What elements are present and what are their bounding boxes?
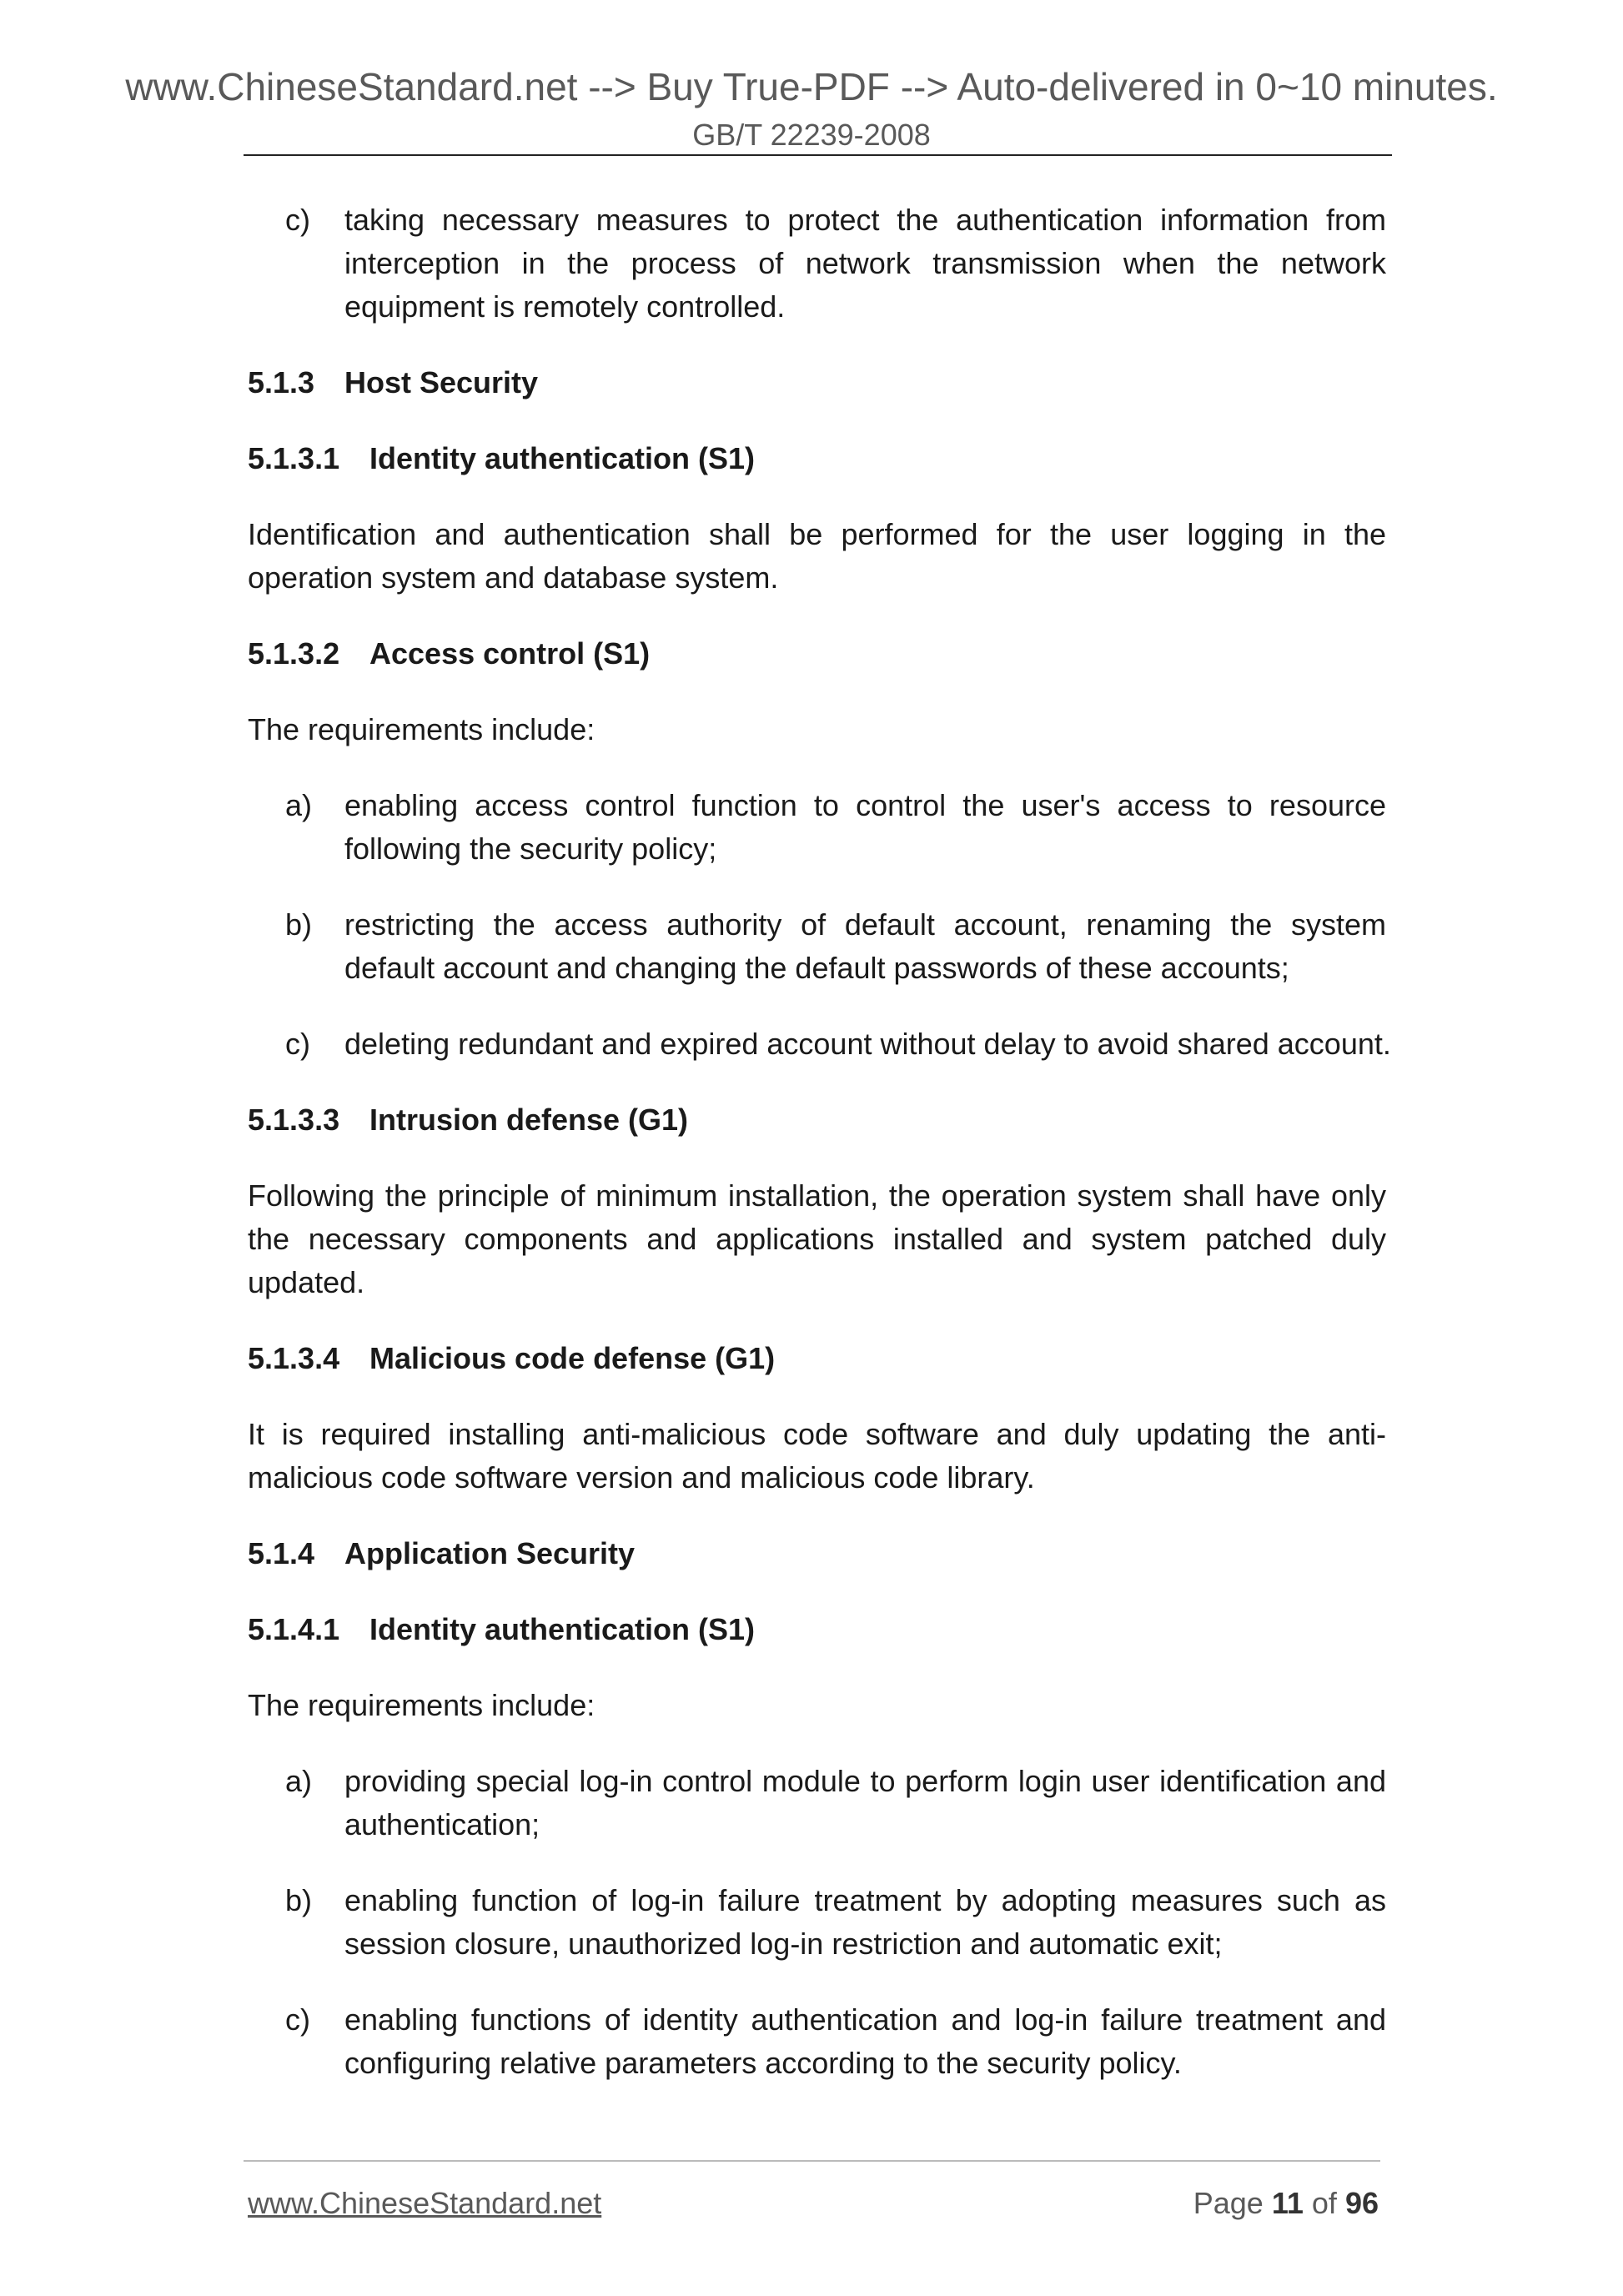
list-item [248, 903, 1386, 990]
list-item-text: enabling function of log-in failure treatment by adopting measures such as session closure, unauthorized log-in restriction and automatic exit; [344, 1883, 1386, 1961]
paragraph: Identification and authentication shall be performed for the user logging in the operation system and database system. [248, 517, 1386, 595]
section-number: 5.1.4.1 [248, 1612, 340, 1646]
section-heading-5-1-4-1 [248, 1608, 1386, 1651]
section-title: Host Security [344, 365, 539, 399]
section-heading-5-1-3-3 [248, 1098, 1386, 1142]
page-of: of [1311, 2186, 1337, 2220]
section-title: Malicious code defense (G1) [369, 1341, 776, 1375]
section-heading-5-1-3-4 [248, 1337, 1386, 1380]
list-item [248, 1998, 1386, 2085]
section-number: 5.1.3.2 [248, 636, 340, 671]
section-number: 5.1.3 [248, 365, 315, 399]
list-item-label: b) [285, 1883, 313, 1917]
list-item-text: restricting the access authority of default account, renaming the system default account and changing the default passwords of these accounts; [344, 907, 1386, 985]
paragraph: The requirements include: [248, 1688, 595, 1722]
page-prefix: Page [1193, 2186, 1264, 2220]
list-item [248, 784, 1386, 871]
section-title: Identity authentication (S1) [369, 1612, 756, 1646]
section-title: Intrusion defense (G1) [369, 1103, 689, 1137]
header-banner: www.ChineseStandard.net --> Buy True-PDF --> Auto-delivered in 0~10 minutes. [125, 65, 1498, 108]
list-item-label: b) [285, 907, 313, 942]
page-current: 11 [1271, 2186, 1304, 2220]
paragraph: The requirements include: [248, 712, 595, 746]
section-number: 5.1.3.3 [248, 1103, 340, 1137]
section-heading-5-1-3-1 [248, 437, 1386, 480]
list-item-label: c) [285, 2002, 310, 2037]
section-heading-5-1-4 [248, 1532, 1386, 1575]
list-item-text: taking necessary measures to protect the authentication information from interception in the process of network transmission when the network equipment is remotely controlled. [344, 203, 1386, 324]
section-number: 5.1.3.4 [248, 1341, 340, 1375]
list-item [248, 1760, 1386, 1846]
section-heading-5-1-3-2 [248, 632, 1386, 676]
paragraph: Following the principle of minimum installation, the operation system shall have only the necessary components and applications installed and system patched duly updated. [248, 1178, 1386, 1299]
list-item-label: c) [285, 203, 310, 237]
list-item-label: a) [285, 788, 313, 822]
list-item-text: deleting redundant and expired account without delay to avoid shared account. [344, 1027, 1391, 1061]
paragraph: It is required installing anti-malicious code software and duly updating the anti-malicious code software version and malicious code library. [248, 1417, 1386, 1495]
footer-site-link[interactable]: www.ChineseStandard.net [248, 2186, 602, 2220]
footer-divider [244, 2160, 1380, 2162]
page-content [248, 198, 1391, 2118]
section-title: Application Security [344, 1536, 636, 1570]
section-title: Identity authentication (S1) [369, 441, 756, 475]
section-title: Access control (S1) [369, 636, 651, 671]
standard-number: GB/T 22239-2008 [692, 118, 931, 152]
page-number [1193, 2185, 1379, 2222]
list-item-label: a) [285, 1764, 313, 1798]
list-item-text: providing special log-in control module to perform login user identification and authentication; [344, 1764, 1386, 1841]
section-number: 5.1.3.1 [248, 441, 340, 475]
list-item [248, 198, 1386, 329]
list-item-text: enabling functions of identity authentication and log-in failure treatment and configuring relative parameters according to the security policy. [344, 2002, 1386, 2080]
section-number: 5.1.4 [248, 1536, 315, 1570]
list-item [248, 1022, 1391, 1066]
header-divider [244, 154, 1392, 156]
page-total: 96 [1344, 2186, 1379, 2220]
list-item-label: c) [285, 1027, 310, 1061]
section-heading-5-1-3 [248, 361, 1386, 404]
list-item-text: enabling access control function to control the user's access to resource following the security policy; [344, 788, 1386, 866]
list-item [248, 1879, 1386, 1966]
